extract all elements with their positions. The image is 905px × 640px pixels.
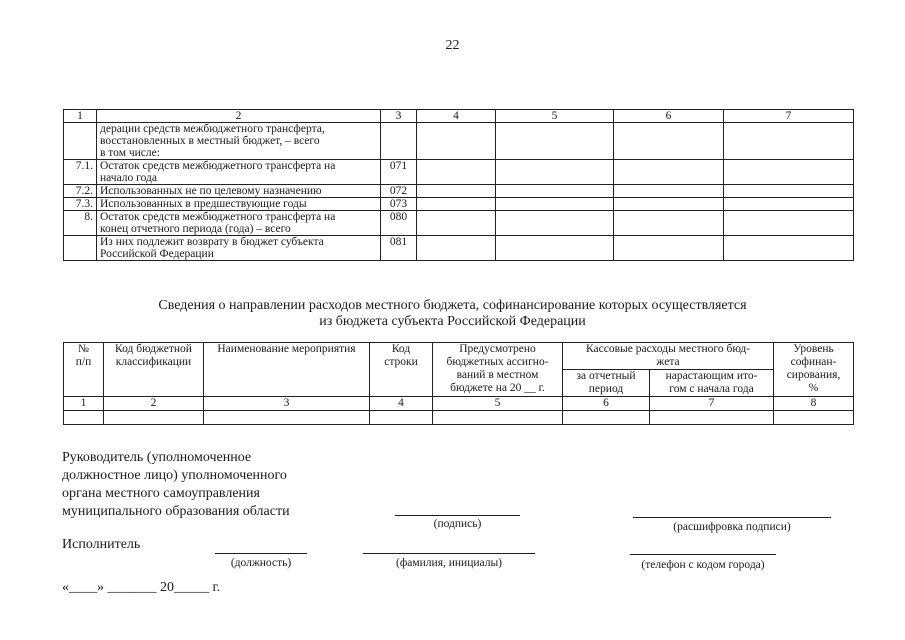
row-label-line: Остаток средств межбюджетного трансферта на bbox=[100, 160, 336, 172]
row-label-line: Из них подлежит возврату в бюджет субъекта bbox=[100, 236, 324, 248]
table-index-row bbox=[64, 397, 854, 411]
header-line: классификации bbox=[115, 356, 192, 368]
table-cell bbox=[370, 411, 433, 425]
column-index: 6 bbox=[614, 110, 724, 123]
header-line: Код бюджетной bbox=[115, 343, 192, 355]
column-index: 1 bbox=[64, 110, 97, 123]
header-cash-expenses bbox=[563, 343, 774, 370]
row-label-line: Использованных в предшествующие годы bbox=[100, 198, 307, 210]
row-label bbox=[97, 160, 381, 185]
header-line: Кассовые расходы местного бюд- bbox=[586, 343, 751, 355]
name-line bbox=[363, 553, 535, 554]
row-label-line: Использованных не по целевому назначению bbox=[100, 185, 322, 197]
table-cell bbox=[496, 236, 614, 261]
row-number: 7.1. bbox=[64, 160, 97, 185]
column-index: 8 bbox=[774, 397, 854, 411]
table-row bbox=[64, 236, 854, 261]
header-cash-total bbox=[650, 370, 774, 397]
row-code: 081 bbox=[381, 236, 417, 261]
table-row bbox=[64, 123, 854, 160]
header-number bbox=[64, 343, 104, 397]
row-code: 073 bbox=[381, 198, 417, 211]
phone-caption: (телефон с кодом города) bbox=[641, 559, 765, 571]
table-cell bbox=[774, 411, 854, 425]
row-number bbox=[64, 123, 97, 160]
table-cell bbox=[724, 198, 854, 211]
table-cell bbox=[417, 185, 496, 198]
header-line: № bbox=[78, 343, 89, 355]
header-cash-period bbox=[563, 370, 650, 397]
row-label-line: в том числе: bbox=[100, 147, 160, 159]
table-row bbox=[64, 411, 854, 425]
page-number: 22 bbox=[445, 38, 460, 53]
header-line: бюджете на 20 __ г. bbox=[450, 382, 545, 394]
table-cell bbox=[496, 185, 614, 198]
header-kbk bbox=[104, 343, 204, 397]
row-label-line: конец отчетного периода (года) – всего bbox=[100, 223, 291, 235]
table-cell bbox=[614, 211, 724, 236]
header-line: сирования, bbox=[786, 369, 841, 381]
section-title bbox=[0, 298, 905, 330]
position-caption: (должность) bbox=[230, 557, 292, 569]
header-planned bbox=[433, 343, 563, 397]
table-cell bbox=[724, 123, 854, 160]
column-index: 3 bbox=[204, 397, 370, 411]
position-line bbox=[215, 553, 307, 554]
table-cell bbox=[417, 236, 496, 261]
table-cell bbox=[496, 160, 614, 185]
phone-line bbox=[630, 554, 776, 555]
header-line: за отчетный bbox=[576, 370, 636, 382]
table-cell bbox=[204, 411, 370, 425]
column-index: 7 bbox=[724, 110, 854, 123]
name-caption: (фамилия, инициалы) bbox=[395, 557, 503, 569]
table-cell bbox=[104, 411, 204, 425]
table-cell bbox=[614, 236, 724, 261]
header-line: нарастающим ито- bbox=[665, 370, 758, 382]
column-index: 3 bbox=[381, 110, 417, 123]
signature-label-line: органа местного самоуправления bbox=[62, 486, 260, 501]
section-title-line: Сведения о направлении расходов местного бюджета, софинансирование которых осуществляется bbox=[158, 298, 747, 313]
header-line: Уровень bbox=[793, 343, 834, 355]
row-code bbox=[381, 123, 417, 160]
table-cell bbox=[496, 211, 614, 236]
signature-label-line: муниципального образования области bbox=[62, 504, 290, 519]
table-cell bbox=[614, 160, 724, 185]
header-line: ваний в местном bbox=[456, 369, 539, 381]
header-line: период bbox=[588, 383, 624, 395]
row-label bbox=[97, 185, 381, 198]
column-index: 4 bbox=[417, 110, 496, 123]
column-index: 5 bbox=[496, 110, 614, 123]
row-label-line: Остаток средств межбюджетного трансферта на bbox=[100, 211, 336, 223]
row-label-line: дерации средств межбюджетного трансферта, bbox=[100, 123, 325, 135]
column-index: 7 bbox=[650, 397, 774, 411]
table-cell bbox=[496, 123, 614, 160]
table-cell bbox=[650, 411, 774, 425]
row-number: 7.3. bbox=[64, 198, 97, 211]
table-cell bbox=[417, 160, 496, 185]
column-index: 1 bbox=[64, 397, 104, 411]
header-line: софинан- bbox=[790, 356, 837, 368]
transfer-balance-table bbox=[63, 109, 854, 261]
header-event-name: Наименование мероприятия bbox=[204, 343, 370, 397]
signature-label-line: Руководитель (уполномоченное bbox=[62, 450, 252, 465]
table-cell bbox=[724, 236, 854, 261]
row-code: 071 bbox=[381, 160, 417, 185]
header-line: Код bbox=[391, 343, 411, 355]
row-number: 7.2. bbox=[64, 185, 97, 198]
header-line: бюджетных ассигно- bbox=[446, 356, 549, 368]
row-label-line: начало года bbox=[100, 172, 157, 184]
date-line: «____» _______ 20_____ г. bbox=[62, 580, 221, 595]
header-line: строки bbox=[384, 356, 418, 368]
table-cell bbox=[417, 198, 496, 211]
column-index: 4 bbox=[370, 397, 433, 411]
header-line: жета bbox=[656, 356, 680, 368]
row-number bbox=[64, 236, 97, 261]
table-row bbox=[64, 160, 854, 185]
signature-line bbox=[395, 515, 520, 516]
table-cell bbox=[614, 123, 724, 160]
decoding-caption: (расшифровка подписи) bbox=[673, 521, 791, 533]
table-cell bbox=[563, 411, 650, 425]
column-index: 6 bbox=[563, 397, 650, 411]
section-title-line: из бюджета субъекта Российской Федерации bbox=[319, 314, 586, 329]
table-row bbox=[64, 211, 854, 236]
header-cofinancing-level bbox=[774, 343, 854, 397]
header-row-code bbox=[370, 343, 433, 397]
row-label bbox=[97, 123, 381, 160]
header-line: гом с начала года bbox=[669, 383, 754, 395]
row-label-line: Российской Федерации bbox=[100, 248, 214, 260]
column-index: 5 bbox=[433, 397, 563, 411]
table-cell bbox=[417, 211, 496, 236]
row-number: 8. bbox=[64, 211, 97, 236]
decoding-line bbox=[633, 517, 831, 518]
header-line: п/п bbox=[75, 356, 92, 368]
table-cell bbox=[433, 411, 563, 425]
signature-label-line: должностное лицо) уполномоченного bbox=[62, 468, 287, 483]
table-cell bbox=[614, 185, 724, 198]
row-label bbox=[97, 211, 381, 236]
table-cell bbox=[496, 198, 614, 211]
row-label bbox=[97, 236, 381, 261]
row-code: 072 bbox=[381, 185, 417, 198]
row-label bbox=[97, 198, 381, 211]
cofinancing-expenses-table bbox=[63, 342, 854, 425]
table-cell bbox=[64, 411, 104, 425]
table-row bbox=[64, 185, 854, 198]
table-cell bbox=[614, 198, 724, 211]
row-label-line: восстановленных в местный бюджет, – всего bbox=[100, 135, 320, 147]
header-line: % bbox=[808, 382, 819, 394]
table-cell bbox=[724, 211, 854, 236]
row-code: 080 bbox=[381, 211, 417, 236]
table-header-row bbox=[64, 343, 854, 370]
column-index: 2 bbox=[97, 110, 381, 123]
column-index: 2 bbox=[104, 397, 204, 411]
table-cell bbox=[724, 185, 854, 198]
header-line: Предусмотрено bbox=[459, 343, 536, 355]
head-signature-label bbox=[62, 449, 290, 521]
table-cell bbox=[417, 123, 496, 160]
signature-caption: (подпись) bbox=[433, 518, 482, 530]
executor-label: Исполнитель bbox=[62, 537, 141, 552]
table-cell bbox=[724, 160, 854, 185]
table-header-row bbox=[64, 110, 854, 123]
table-row bbox=[64, 198, 854, 211]
